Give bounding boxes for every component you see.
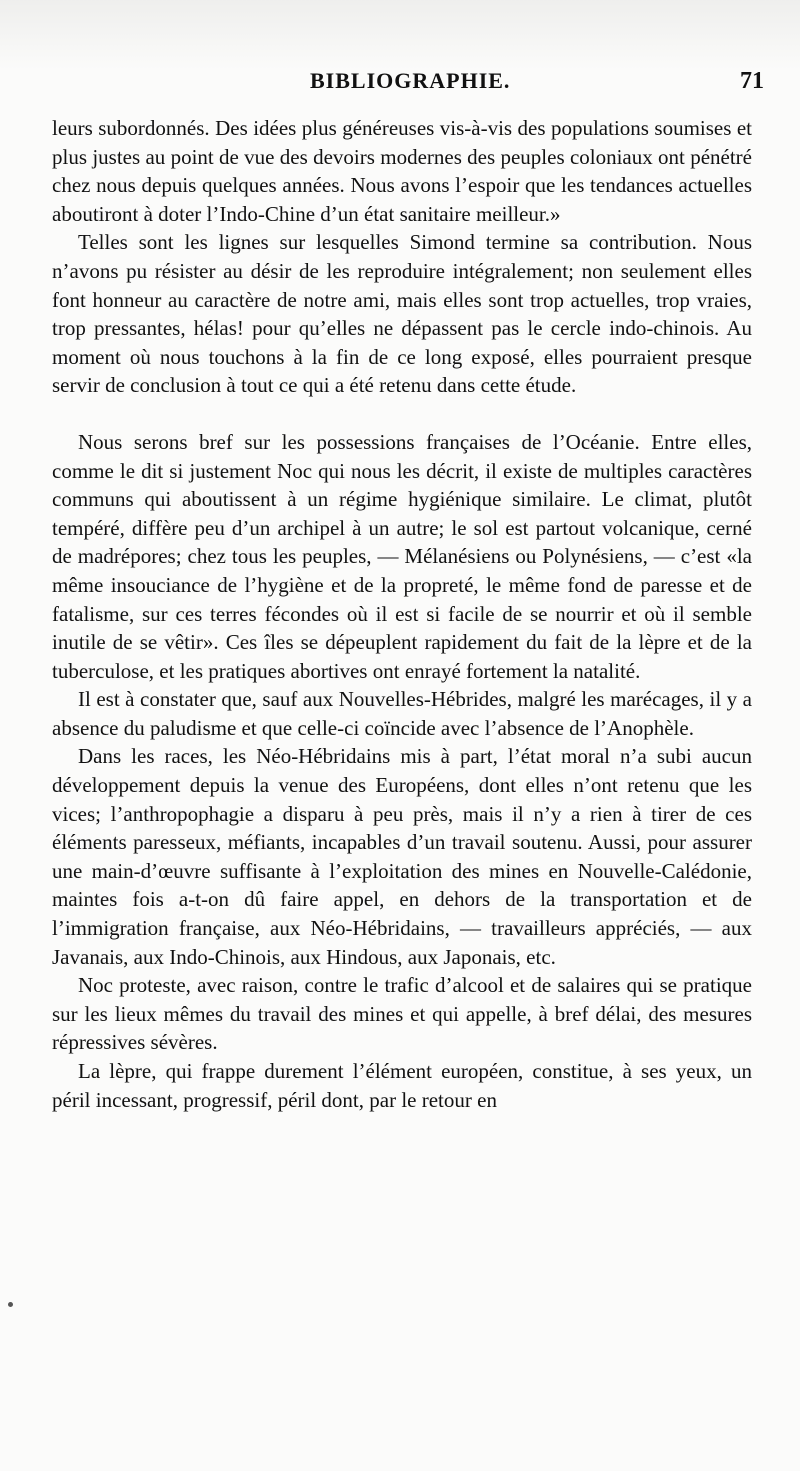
page-header	[0, 68, 800, 102]
paragraph-races: Dans les races, les Néo-Hébridains mis à part, l’état moral n’a subi aucun développement depuis la venue des Européens, dont elles n’ont retenu que les vices; l’anthropophagie a disparu à peu près, mais il n’y a rien à tirer de ces éléments paresseux, méfiants, incapables d’un travail soutenu. Aussi, pour assurer une main-d’œuvre suffisante à l’exploitation des mines en Nouvelle-Calédonie, maintes fois a-t-on dû faire appel, en dehors de la transportation et de l’immigration française, aux Néo-Hébridains, — travailleurs appréciés, — aux Javanais, aux Indo-Chinois, aux Hindous, aux Japonais, etc.	[52, 744, 752, 969]
paragraph-simond-conclusion: Telles sont les lignes sur lesquelles Simond termine sa contribution. Nous n’avons pu résister au désir de les reproduire intégralement; non seulement elles font honneur au caractère de notre ami, mais elles sont trop actuelles, trop vraies, trop pressantes, hélas! pour qu’elles ne dépassent pas le cercle indo-chinois. Au moment où nous touchons à la fin de ce long exposé, elles pourraient presque servir de conclusion à tout ce qui a été retenu dans cette étude.	[52, 230, 752, 398]
paragraph-oceanie: Nous serons bref sur les possessions françaises de l’Océanie. Entre elles, comme le dit si justement Noc qui nous les décrit, il existe de multiples caractères communs qui aboutissent à un régime hygiénique similaire. Le climat, plutôt tempéré, diffère peu d’un archipel à un autre; le sol est partout volcanique, cerné de madrépores; chez tous les peuples, — Mélanésiens ou Polynésiens, — c’est «la même insouciance de l’hygiène et de la propreté, le même fond de paresse et de fatalisme, sur ces terres fécondes où il est si facile de se nourrir et où il semble inutile de se vêtir». Ces îles se dépeuplent rapidement du fait de la lèpre et de la tuberculose, et les pratiques abortives ont enrayé fortement la natalité.	[52, 429, 752, 683]
body-text	[52, 114, 752, 1114]
scan-edge	[0, 0, 800, 70]
running-title: BIBLIOGRAPHIE.	[310, 68, 511, 93]
paragraph-lepre: La lèpre, qui frappe durement l’élément européen, constitue, à ses yeux, un péril incessant, progressif, péril dont, par le retour en	[52, 1059, 752, 1112]
page-number: 71	[740, 68, 764, 94]
paragraph-paludisme: Il est à constater que, sauf aux Nouvelles-Hébrides, malgré les marécages, il y a absence du paludisme et que celle-ci coïncide avec l’absence de l’Anophèle.	[52, 687, 752, 740]
paragraph-alcool: Noc proteste, avec raison, contre le trafic d’alcool et de salaires qui se pratique sur les lieux mêmes du travail des mines et qui appelle, à bref délai, des mesures répressives sévères.	[52, 973, 752, 1055]
paragraph-continuation: leurs subordonnés. Des idées plus généreuses vis-à-vis des populations soumises et plus justes au point de vue des devoirs modernes des peuples coloniaux ont pénétré chez nous depuis quelques années. Nous avons l’espoir que les tendances actuelles aboutiront à doter l’Indo-Chine d’un état sanitaire meilleur.»	[52, 116, 752, 226]
ink-speck	[8, 1302, 13, 1307]
